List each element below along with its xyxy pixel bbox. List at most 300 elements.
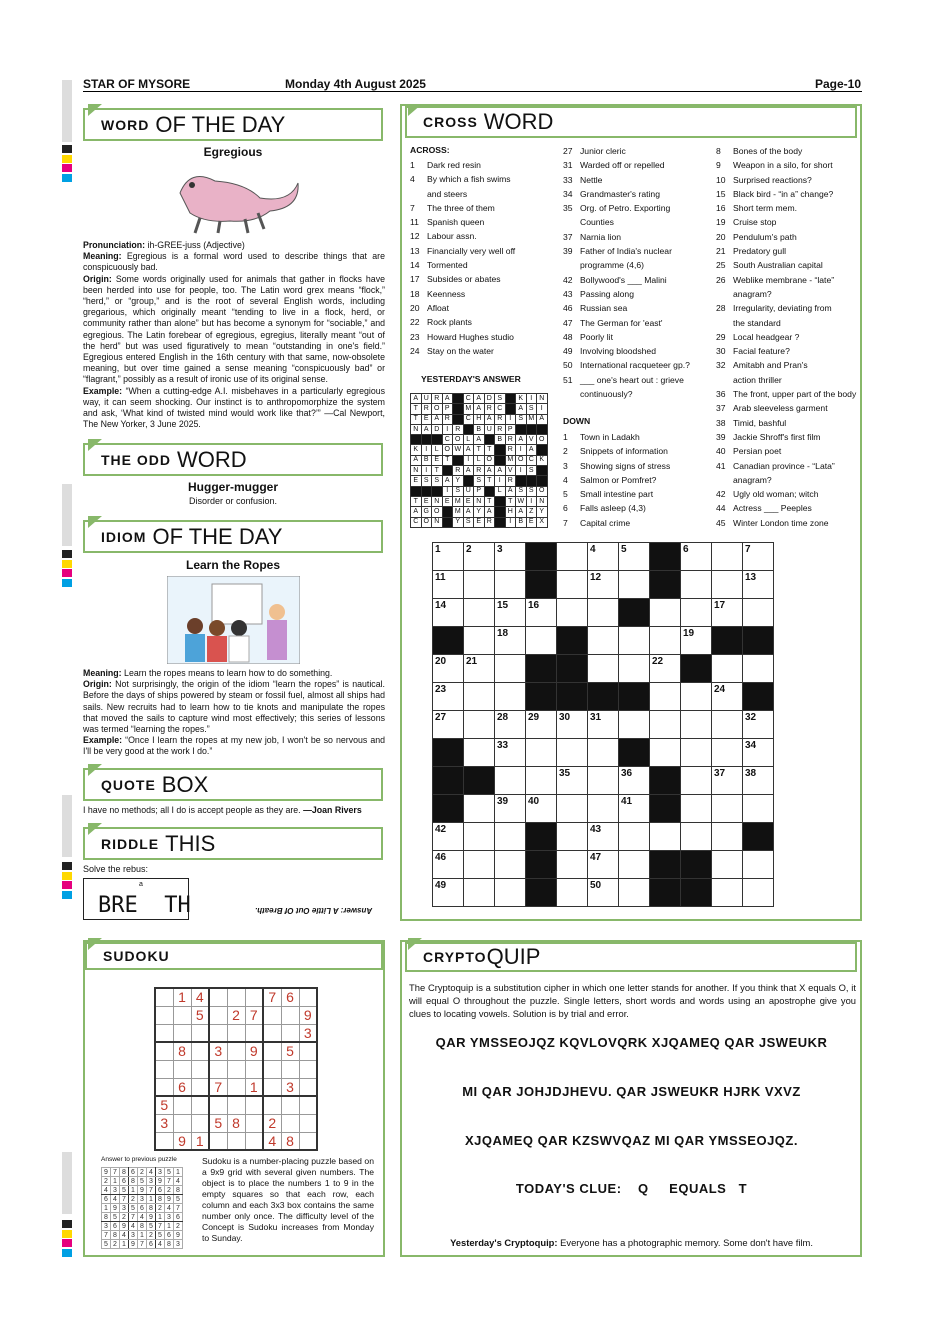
sudoku-cell[interactable] [299, 1114, 317, 1132]
sudoku-cell[interactable]: 2 [263, 1114, 281, 1132]
crossword-cell[interactable]: 46 [433, 851, 464, 879]
clue: 27 Junior cleric [563, 146, 626, 156]
yesterday-cell: O [442, 445, 453, 455]
clue: 26 Weblike membrane - “late” [716, 274, 835, 285]
sudoku-cell[interactable] [299, 1042, 317, 1060]
sudoku-cell[interactable] [155, 1024, 173, 1042]
sudoku-cell[interactable] [263, 1024, 281, 1042]
yesterday-cell: R [505, 435, 516, 445]
print-mark [62, 155, 72, 163]
crossword-cell[interactable]: 42 [433, 823, 464, 851]
sudoku-cell[interactable]: 3 [209, 1042, 227, 1060]
sudoku-cell[interactable]: 5 [209, 1114, 227, 1132]
yesterday-cell: I [505, 414, 516, 424]
crossword-cell[interactable] [712, 655, 743, 683]
sudoku-cell[interactable]: 2 [227, 1006, 245, 1024]
sudoku-cell[interactable] [227, 1132, 245, 1150]
sudoku-cell: 3 [120, 1204, 129, 1213]
print-mark [62, 80, 72, 142]
crossword-cell[interactable] [495, 683, 526, 711]
sudoku-cell[interactable] [299, 1078, 317, 1096]
yesterday-cell: S [421, 476, 432, 486]
crossword-cell[interactable] [557, 599, 588, 627]
crossword-cell[interactable]: 17 [712, 599, 743, 627]
crossword-cell[interactable] [712, 879, 743, 907]
sudoku-cell[interactable] [281, 1114, 299, 1132]
sudoku-cell[interactable] [209, 1096, 227, 1114]
crossword-cell[interactable] [526, 739, 557, 767]
yesterday-cell: V [505, 466, 516, 476]
yesterday-cell: T [432, 466, 443, 476]
crossword-cell[interactable] [464, 879, 495, 907]
crossword-cell[interactable] [557, 683, 588, 711]
sudoku-cell[interactable] [227, 1024, 245, 1042]
crossword-cell[interactable]: 41 [619, 795, 650, 823]
crossword-cell[interactable] [526, 823, 557, 851]
sudoku-cell[interactable] [263, 1006, 281, 1024]
crossword-cell[interactable]: 11 [433, 571, 464, 599]
sudoku-cell: 5 [138, 1177, 147, 1186]
sudoku-cell[interactable] [227, 1060, 245, 1078]
crossword-cell[interactable] [681, 823, 712, 851]
yesterday-cryptoquip: Yesterday's Cryptoquip: Everyone has a photographic memory. Some don't have film. [450, 1237, 813, 1248]
crossword-cell[interactable] [495, 823, 526, 851]
sudoku-cell[interactable] [263, 1042, 281, 1060]
crossword-cell[interactable]: 22 [650, 655, 681, 683]
sudoku-cell[interactable] [173, 1024, 191, 1042]
crossword-cell[interactable] [619, 655, 650, 683]
crossword-cell[interactable] [557, 879, 588, 907]
crossword-cell[interactable] [743, 627, 774, 655]
sudoku-cell: 4 [147, 1168, 156, 1177]
crossword-cell[interactable] [743, 795, 774, 823]
clue: 36 The front, upper part of the body [716, 389, 857, 400]
crossword-cell[interactable]: 34 [743, 739, 774, 767]
yesterday-cell: T [411, 414, 422, 424]
crossword-cell[interactable]: 32 [743, 711, 774, 739]
crossword-cell[interactable] [588, 683, 619, 711]
sudoku-cell[interactable] [227, 1042, 245, 1060]
yesterday-cell: L [432, 445, 443, 455]
crossword-cell[interactable] [743, 823, 774, 851]
sudoku-cell[interactable]: 9 [245, 1042, 263, 1060]
sudoku-cell[interactable] [209, 1024, 227, 1042]
sudoku-cell: 9 [129, 1240, 138, 1249]
yesterday-cell: I [516, 445, 527, 455]
crossword-cell[interactable]: 12 [588, 571, 619, 599]
crossword-cell[interactable] [619, 683, 650, 711]
sudoku-cell[interactable] [245, 1024, 263, 1042]
crossword-cell[interactable]: 20 [433, 655, 464, 683]
crossword-cell[interactable] [557, 795, 588, 823]
yesterday-cell: D [432, 424, 443, 434]
yesterday-cell: O [516, 455, 527, 465]
cryptoquip-title: CRYPTO QUIP [405, 942, 857, 972]
crossword-cell[interactable] [588, 627, 619, 655]
crossword-cell[interactable]: 23 [433, 683, 464, 711]
sudoku-cell[interactable] [209, 1060, 227, 1078]
crossword-cell[interactable] [526, 571, 557, 599]
crossword-cell[interactable] [526, 655, 557, 683]
sudoku-cell[interactable]: 4 [263, 1132, 281, 1150]
crossword-cell[interactable]: 14 [433, 599, 464, 627]
yesterday-cell: S [463, 517, 474, 527]
crossword-cell[interactable] [743, 879, 774, 907]
sudoku-cell[interactable]: 8 [173, 1042, 191, 1060]
crossword-cell[interactable] [557, 823, 588, 851]
crossword-cell[interactable]: 37 [712, 767, 743, 795]
yesterday-cell: C [463, 394, 474, 404]
crossword-cell[interactable]: 16 [526, 599, 557, 627]
crossword-cell[interactable]: 24 [712, 683, 743, 711]
crossword-cell[interactable]: 43 [588, 823, 619, 851]
yesterday-cell: E [421, 496, 432, 506]
crossword-cell[interactable] [557, 851, 588, 879]
crossword-cell[interactable] [557, 655, 588, 683]
sudoku-cell[interactable] [191, 1042, 209, 1060]
crossword-cell[interactable] [650, 711, 681, 739]
sudoku-cell[interactable] [245, 1096, 263, 1114]
crossword-cell[interactable] [619, 599, 650, 627]
crossword-cell[interactable]: 4 [588, 543, 619, 571]
crossword-cell[interactable] [712, 851, 743, 879]
crossword-cell[interactable] [619, 711, 650, 739]
sudoku-cell: 2 [102, 1177, 111, 1186]
crossword-cell[interactable]: 18 [495, 627, 526, 655]
crossword-cell[interactable] [650, 851, 681, 879]
crossword-cell[interactable] [464, 851, 495, 879]
crossword-cell[interactable] [495, 851, 526, 879]
sudoku-cell[interactable]: 1 [191, 1132, 209, 1150]
yesterday-cell: R [453, 424, 464, 434]
crossword-cell[interactable] [681, 795, 712, 823]
sudoku-cell: 7 [102, 1231, 111, 1240]
sudoku-cell[interactable] [209, 988, 227, 1006]
sudoku-cell[interactable] [281, 1024, 299, 1042]
crossword-cell[interactable] [464, 739, 495, 767]
crossword-cell[interactable] [526, 683, 557, 711]
crossword-cell[interactable]: 29 [526, 711, 557, 739]
sudoku-cell[interactable]: 4 [191, 988, 209, 1006]
crossword-cell[interactable]: 3 [495, 543, 526, 571]
crossword-cell[interactable] [681, 739, 712, 767]
sudoku-cell[interactable]: 7 [245, 1006, 263, 1024]
crossword-cell[interactable] [743, 851, 774, 879]
crossword-cell[interactable]: 6 [681, 543, 712, 571]
crossword-cell[interactable]: 28 [495, 711, 526, 739]
crossword-cell[interactable] [712, 543, 743, 571]
crossword-cell[interactable] [650, 599, 681, 627]
crossword-cell[interactable]: 15 [495, 599, 526, 627]
crossword-cell[interactable]: 13 [743, 571, 774, 599]
crossword-cell[interactable] [650, 823, 681, 851]
yesterday-cell: G [421, 507, 432, 517]
crossword-cell[interactable] [433, 767, 464, 795]
yesterday-cell: I [495, 476, 506, 486]
crossword-cell[interactable] [464, 767, 495, 795]
crossword-cell[interactable] [433, 627, 464, 655]
crossword-cell[interactable] [464, 599, 495, 627]
sudoku-cell[interactable]: 7 [209, 1078, 227, 1096]
sudoku-cell[interactable]: 5 [281, 1042, 299, 1060]
crossword-cell[interactable] [557, 571, 588, 599]
yesterday-cell: R [453, 466, 464, 476]
yesterday-cell: A [505, 486, 516, 496]
clue: 17 Subsides or abates [410, 274, 501, 285]
crossword-cell[interactable] [588, 767, 619, 795]
crossword-cell[interactable] [681, 711, 712, 739]
sudoku-cell[interactable]: 3 [281, 1078, 299, 1096]
crossword-cell[interactable]: 2 [464, 543, 495, 571]
sudoku-cell[interactable] [299, 1096, 317, 1114]
crossword-cell[interactable] [495, 571, 526, 599]
crossword-cell[interactable] [681, 767, 712, 795]
clue: 7 The three of them [410, 202, 495, 213]
sudoku-cell[interactable]: 6 [173, 1078, 191, 1096]
crossword-cell[interactable] [464, 571, 495, 599]
sudoku-cell[interactable] [173, 1006, 191, 1024]
sudoku-cell[interactable]: 8 [281, 1132, 299, 1150]
crossword-cell[interactable] [619, 823, 650, 851]
sudoku-cell[interactable] [245, 1114, 263, 1132]
sudoku-cell[interactable]: 3 [155, 1114, 173, 1132]
sudoku-cell[interactable] [191, 1060, 209, 1078]
crossword-cell[interactable] [526, 879, 557, 907]
sudoku-cell: 7 [120, 1195, 129, 1204]
sudoku-cell[interactable] [191, 1024, 209, 1042]
sudoku-cell[interactable] [299, 1060, 317, 1078]
sudoku-cell[interactable] [209, 1006, 227, 1024]
yesterday-cell: O [421, 517, 432, 527]
yesterday-cell: A [484, 414, 495, 424]
yesterday-cell [495, 455, 506, 465]
crossword-cell[interactable]: 33 [495, 739, 526, 767]
sudoku-cell[interactable] [173, 1114, 191, 1132]
crossword-cell[interactable]: 50 [588, 879, 619, 907]
crossword-cell[interactable] [464, 795, 495, 823]
crossword-cell[interactable] [650, 739, 681, 767]
sudoku-cell[interactable] [263, 1078, 281, 1096]
yesterday-cell [537, 476, 548, 486]
crossword-cell[interactable] [464, 683, 495, 711]
sudoku-cell[interactable]: 5 [191, 1006, 209, 1024]
crossword-cell[interactable] [650, 795, 681, 823]
yesterday-cell [453, 455, 464, 465]
yesterday-cell: N [432, 517, 443, 527]
crossword-cell[interactable]: 19 [681, 627, 712, 655]
sudoku-cell[interactable] [245, 1060, 263, 1078]
sudoku-cell[interactable] [173, 1096, 191, 1114]
yesterday-cell [442, 507, 453, 517]
crossword-cell[interactable] [557, 543, 588, 571]
crossword-cell[interactable] [650, 879, 681, 907]
crossword-cell[interactable] [557, 627, 588, 655]
sudoku-cell[interactable] [245, 988, 263, 1006]
crossword-cell[interactable] [619, 739, 650, 767]
sudoku-cell[interactable] [299, 988, 317, 1006]
sudoku-cell[interactable] [191, 1114, 209, 1132]
crossword-cell[interactable] [712, 711, 743, 739]
crossword-cell[interactable]: 40 [526, 795, 557, 823]
sudoku-cell[interactable] [263, 1060, 281, 1078]
sudoku-cell[interactable] [281, 1096, 299, 1114]
sudoku-cell[interactable] [227, 1078, 245, 1096]
crossword-cell[interactable] [433, 795, 464, 823]
crossword-cell[interactable] [619, 571, 650, 599]
sudoku-cell[interactable]: 9 [299, 1006, 317, 1024]
sudoku-cell[interactable]: 1 [173, 988, 191, 1006]
crossword-cell[interactable]: 39 [495, 795, 526, 823]
sudoku-cell[interactable] [155, 1078, 173, 1096]
crossword-cell[interactable] [681, 599, 712, 627]
sudoku-cell[interactable]: 1 [245, 1078, 263, 1096]
crossword-cell[interactable] [619, 627, 650, 655]
yesterday-cell: I [526, 496, 537, 506]
sudoku-cell: 6 [111, 1222, 120, 1231]
sudoku-cell: 5 [165, 1168, 174, 1177]
sudoku-cell: 8 [174, 1186, 183, 1195]
crossword-cell[interactable] [712, 823, 743, 851]
sudoku-cell[interactable] [155, 1060, 173, 1078]
crossword-cell[interactable] [588, 739, 619, 767]
crossword-cell[interactable]: 36 [619, 767, 650, 795]
crossword-cell[interactable] [526, 767, 557, 795]
crossword-cell[interactable] [743, 655, 774, 683]
crossword-cell[interactable] [588, 795, 619, 823]
sudoku-cell[interactable]: 5 [155, 1096, 173, 1114]
sudoku-cell[interactable] [281, 1006, 299, 1024]
sudoku-cell: 8 [147, 1204, 156, 1213]
sudoku-cell[interactable] [227, 1096, 245, 1114]
yesterday-cell: O [453, 435, 464, 445]
crossword-cell[interactable] [650, 571, 681, 599]
crossword-cell[interactable] [464, 627, 495, 655]
crossword-cell[interactable] [433, 739, 464, 767]
crossword-cell[interactable]: 47 [588, 851, 619, 879]
sudoku-cell: 1 [120, 1240, 129, 1249]
crossword-cell[interactable] [495, 879, 526, 907]
yesterday-cell: A [526, 445, 537, 455]
sudoku-cell[interactable] [281, 1060, 299, 1078]
crossword-cell[interactable] [681, 655, 712, 683]
crossword-cell[interactable] [495, 767, 526, 795]
crossword-cell[interactable] [619, 879, 650, 907]
crossword-cell[interactable] [557, 739, 588, 767]
crossword-cell[interactable]: 1 [433, 543, 464, 571]
sudoku-cell[interactable] [263, 1096, 281, 1114]
sudoku-cell[interactable]: 8 [227, 1114, 245, 1132]
crossword-cell[interactable]: 38 [743, 767, 774, 795]
sudoku-cell: 4 [129, 1222, 138, 1231]
crossword-cell[interactable] [712, 627, 743, 655]
crossword-cell[interactable] [588, 655, 619, 683]
crossword-cell[interactable] [712, 571, 743, 599]
clue: 51 ___ one's heart out : grieve [563, 374, 684, 385]
rebus-box: a BRE TH [83, 878, 189, 920]
crossword-cell[interactable]: 35 [557, 767, 588, 795]
clue: 24 Stay on the water [410, 345, 494, 356]
crossword-cell[interactable]: 31 [588, 711, 619, 739]
crossword-cell[interactable]: 27 [433, 711, 464, 739]
sudoku-cell[interactable] [191, 1078, 209, 1096]
yesterday-cell: K [411, 445, 422, 455]
crossword-cell[interactable] [743, 599, 774, 627]
crossword-cell[interactable] [681, 683, 712, 711]
sudoku-cell: 4 [156, 1240, 165, 1249]
sudoku-cell: 5 [147, 1222, 156, 1231]
crossword-cell[interactable] [464, 711, 495, 739]
crossword-cell[interactable] [526, 627, 557, 655]
yesterday-cell: W [453, 445, 464, 455]
crossword-cell[interactable] [526, 851, 557, 879]
print-mark [62, 560, 72, 568]
sudoku-cell[interactable] [155, 1006, 173, 1024]
yesterday-cell [411, 486, 422, 496]
clue: 44 Actress ___ Peeples [716, 503, 812, 514]
crossword-cell[interactable] [619, 851, 650, 879]
sudoku-cell[interactable] [191, 1096, 209, 1114]
crossword-cell[interactable] [681, 879, 712, 907]
sudoku-cell: 6 [174, 1213, 183, 1222]
sudoku-cell[interactable]: 3 [299, 1024, 317, 1042]
sudoku-cell[interactable] [155, 1042, 173, 1060]
sudoku-cell[interactable]: 6 [281, 988, 299, 1006]
sudoku-cell[interactable]: 7 [263, 988, 281, 1006]
crossword-cell[interactable] [588, 599, 619, 627]
crossword-cell[interactable] [650, 767, 681, 795]
sudoku-cell: 7 [156, 1222, 165, 1231]
sudoku-cell[interactable] [299, 1132, 317, 1150]
cryptoquip-intro: The Cryptoquip is a substitution cipher in which one letter stands for another. If you think that X equals O, it will equal O throughout the puzzle. Single letters, short words and words using an apostrophe give you clues to locating vowels. Solution is by trial and error. [409, 982, 856, 1019]
crossword-cell[interactable]: 49 [433, 879, 464, 907]
sudoku-cell: 2 [120, 1213, 129, 1222]
quote-text: I have no methods; all I do is accept people as they are. —Joan Rivers [83, 805, 362, 815]
sudoku-cell[interactable] [155, 988, 173, 1006]
sudoku-cell[interactable]: 9 [173, 1132, 191, 1150]
crossword-cell[interactable] [743, 683, 774, 711]
clue: and steers [427, 188, 468, 199]
yesterday-cell: O [432, 404, 443, 414]
crossword-cell[interactable] [526, 543, 557, 571]
yesterday-cell: C [495, 404, 506, 414]
crossword-cell[interactable] [650, 683, 681, 711]
crossword-cell[interactable] [464, 823, 495, 851]
yesterday-cell: U [484, 424, 495, 434]
sudoku-cell[interactable] [209, 1132, 227, 1150]
crossword-cell[interactable]: 21 [464, 655, 495, 683]
crossword-cell[interactable] [495, 655, 526, 683]
crossword-cell[interactable] [712, 795, 743, 823]
crossword-cell[interactable] [681, 851, 712, 879]
sudoku-cell[interactable] [155, 1132, 173, 1150]
crossword-cell[interactable]: 5 [619, 543, 650, 571]
crossword-cell[interactable]: 30 [557, 711, 588, 739]
sudoku-cell[interactable] [173, 1060, 191, 1078]
yesterday-cell [411, 435, 422, 445]
crossword-cell[interactable] [650, 543, 681, 571]
sudoku-cell[interactable] [245, 1132, 263, 1150]
crossword-cell[interactable] [681, 571, 712, 599]
crossword-cell[interactable] [712, 739, 743, 767]
yesterday-cell: E [463, 496, 474, 506]
yesterday-cell: C [526, 455, 537, 465]
sudoku-cell[interactable] [227, 988, 245, 1006]
crossword-cell[interactable] [650, 627, 681, 655]
sudoku-cell: 1 [165, 1222, 174, 1231]
crossword-cell[interactable]: 7 [743, 543, 774, 571]
sudoku-cell: 2 [111, 1240, 120, 1249]
yesterday-cell: Y [453, 476, 464, 486]
